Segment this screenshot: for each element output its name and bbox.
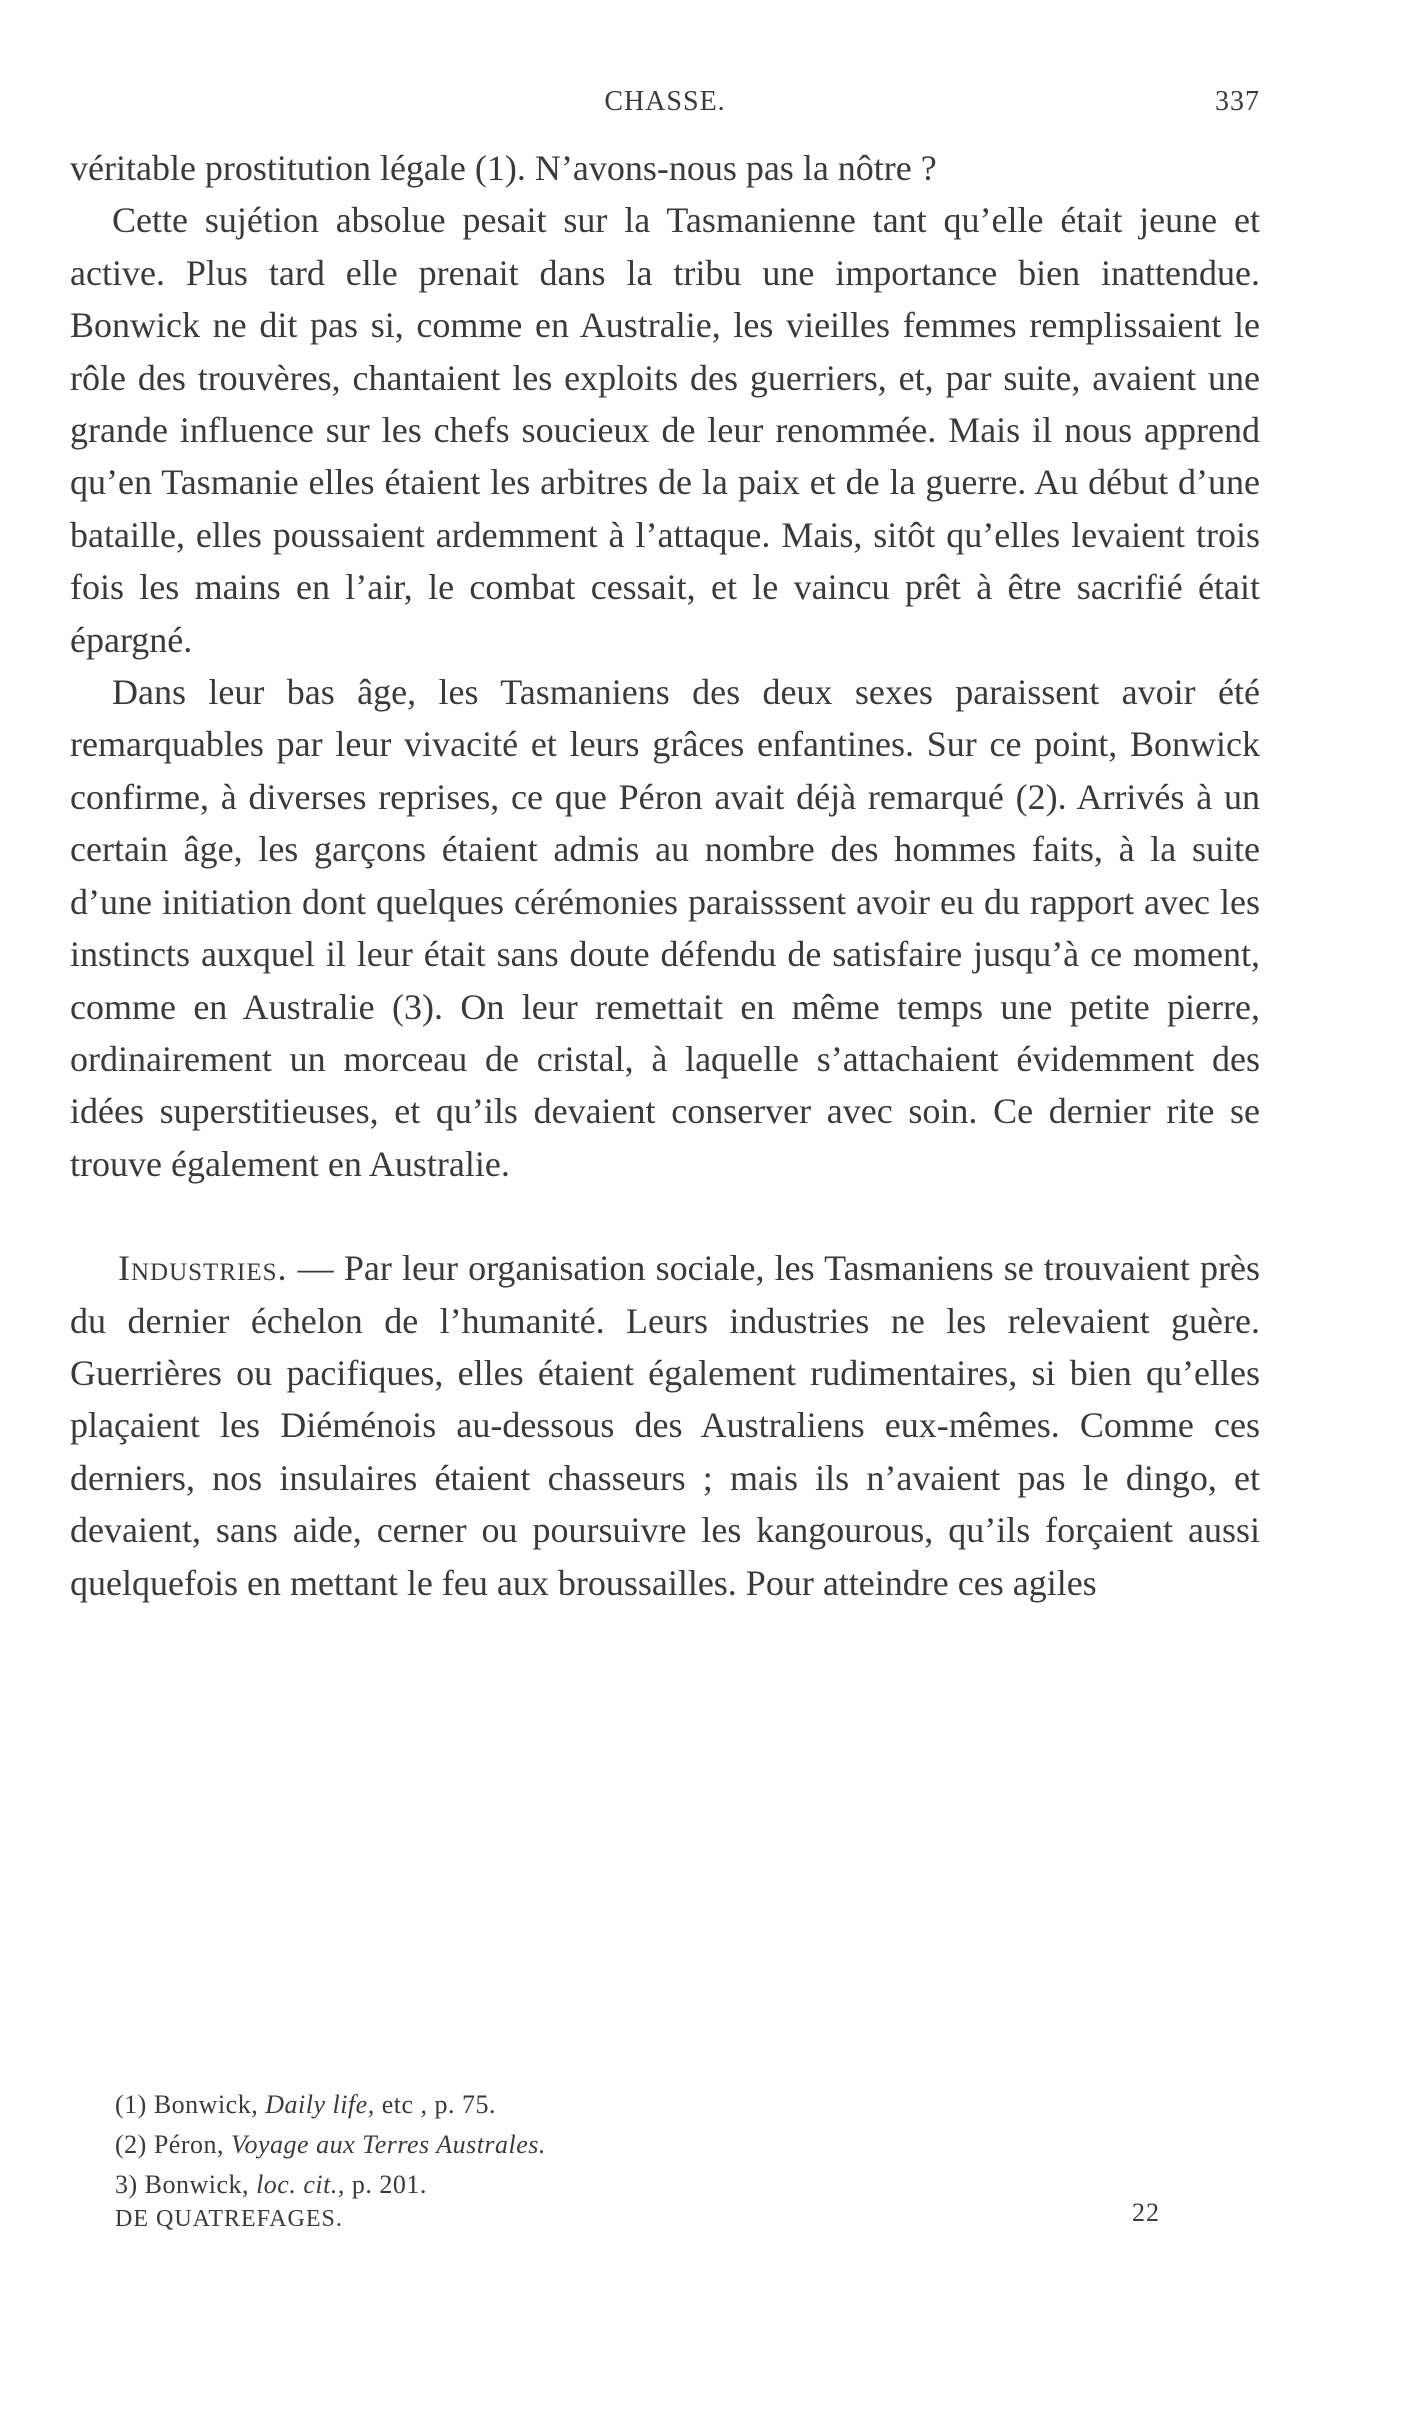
footnote-mark: (1) xyxy=(115,2090,147,2119)
footnote-mark: (2) xyxy=(115,2130,147,2159)
paragraph: Dans leur bas âge, les Tasmaniens des deux sexes paraissent avoir été remarquables par leur vivacité et leurs grâces enfantines. Sur ce point, Bonwick confirme, à diverses reprises, ce que Péron avait déjà remarqué (2). Arrivés à un certain âge, les garçons étaient admis au nombre des hommes faits, à la suite d’une initiation dont quelques cérémonies paraisssent avoir eu du rapport avec les instincts auxquel il leur était sans doute défendu de satisfaire jusqu’à ce moment, comme en Australie (3). On leur remettait en même temps une petite pierre, ordinairement un morceau de cristal, à laquelle s’attachaient évidemment des idées superstitieuses, et qu’ils devaient conserver avec soin. Ce dernier rite se trouve également en Australie. xyxy=(70,672,1260,1184)
sheet-number: 22 xyxy=(1132,2198,1160,2227)
footnote-work: Voyage aux Terres Australes. xyxy=(231,2130,546,2159)
footnote xyxy=(115,2165,1215,2205)
printer-signature xyxy=(115,2198,1160,2246)
footnote xyxy=(115,2085,1215,2125)
footnotes xyxy=(115,2085,1215,2205)
footnote-work: Daily life, xyxy=(265,2090,375,2119)
paragraph: Cette sujétion absolue pesait sur la Tasmanienne tant qu’elle était jeune et active. Plus tard elle prenait dans la tribu une importance bien inattendue. Bonwick ne dit pas si, comme en Australie, les vieilles femmes remplissaient le rôle des trouvères, chantaient les exploits des guerriers, et, par suite, avaient une grande influence sur les chefs soucieux de leur renommée. Mais il nous apprend qu’en Tasmanie elles étaient les arbitres de la paix et de la guerre. Au début d’une bataille, elles poussaient ardemment à l’attaque. Mais, sitôt qu’elles levaient trois fois les mains en l’air, le combat cessait, et le vaincu prêt à être sacrifié était épargné. xyxy=(70,200,1260,660)
footnote-author: Bonwick, xyxy=(144,2170,250,2199)
footnote-rest: p. 201. xyxy=(351,2170,427,2199)
footnote-work: loc. cit., xyxy=(256,2170,345,2199)
section-paragraph xyxy=(70,1242,1260,1609)
footnote-author: Bonwick, xyxy=(153,2090,259,2119)
signature-author: DE QUATREFAGES. xyxy=(115,2206,343,2232)
footnote-mark: 3) xyxy=(115,2170,138,2199)
section-heading: Industries. xyxy=(118,1248,288,1289)
body-text xyxy=(70,142,1260,1609)
footnote-rest: etc , p. 75. xyxy=(381,2090,497,2119)
page-number: 337 xyxy=(1215,86,1260,117)
footnote-author: Péron, xyxy=(153,2130,224,2159)
footnote xyxy=(115,2125,1215,2165)
section-text: — Par leur organisation sociale, les Tasmaniens se trouvaient près du dernier échelon de l’humanité. Leurs industries ne les relevaient guère. Guerrières ou pacifiques, elles étaient également rudimentaires, si bien qu’elles plaçaient les Diéménois au-dessous des Australiens eux-mêmes. Comme ces derniers, nos insulaires étaient chasseurs ; mais ils n’avaient pas le dingo, et devaient, sans aide, cerner ou poursuivre les kangourous, qu’ils forçaient aussi quelquefois en mettant le feu aux broussailles. Pour atteindre ces agiles xyxy=(70,1248,1260,1603)
paragraph-continuation: véritable prostitution légale (1). N’avons-nous pas la nôtre ? xyxy=(70,148,937,188)
running-header xyxy=(70,86,1260,126)
running-title: CHASSE. xyxy=(604,86,726,117)
